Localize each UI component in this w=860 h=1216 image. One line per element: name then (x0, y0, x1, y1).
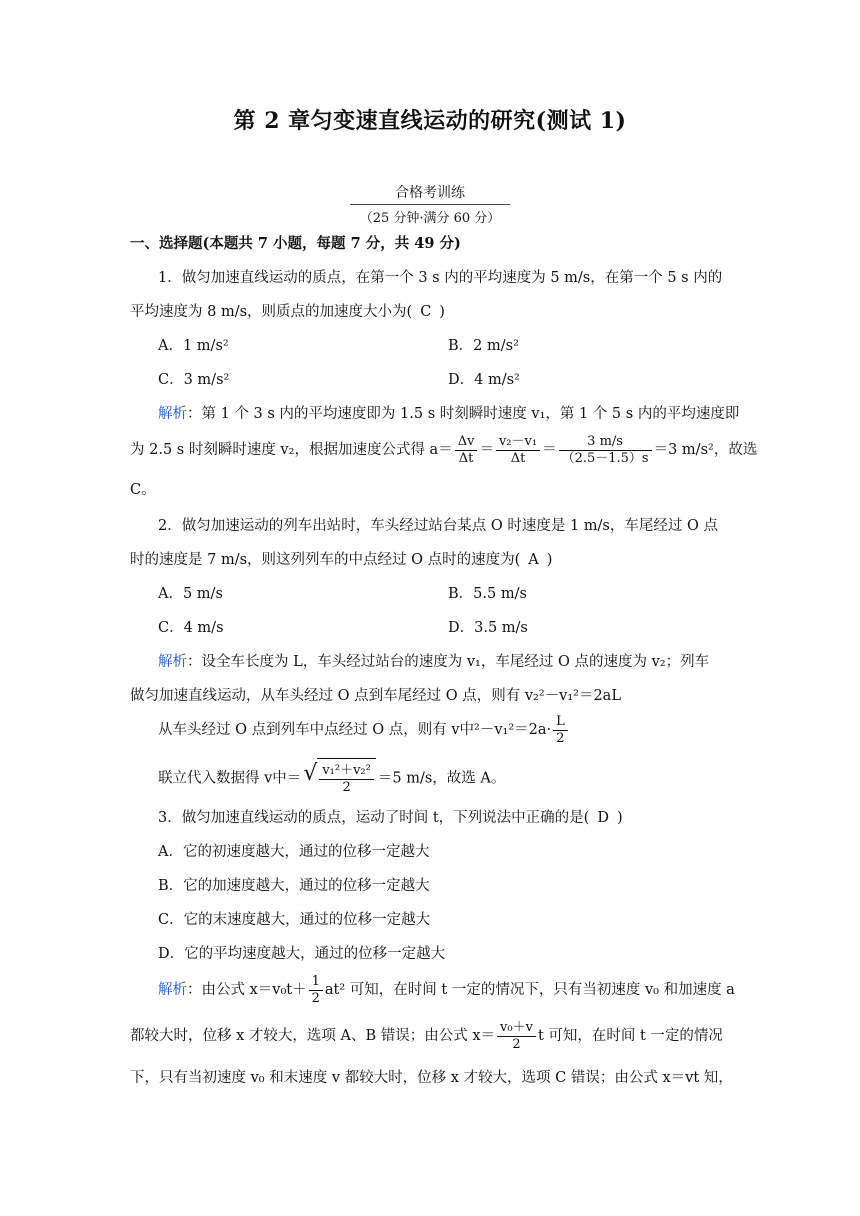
q3-analysis-line3: 下，只有当初速度 v₀ 和末速度 v 都较大时，位移 x 才较大，选项 C 错误；由公式 x＝vt 知， (130, 1070, 733, 1086)
q3-analysis-text2b: t 可知，在时间 t 一定的情况 (537, 1028, 723, 1044)
q3-close-paren: ) (616, 810, 623, 826)
q1-option-c: C．3 m/s² (158, 372, 230, 388)
part-heading: 一、选择题(本题共 7 小题，每题 7 分，共 49 分) (130, 235, 461, 252)
q2-stem-line2 (130, 550, 730, 570)
q3-frac-half: $\frac{1}{2}$ (309, 974, 323, 1007)
q2-frac-l-over-2: $\frac{L}{2}$ (553, 714, 568, 747)
q1-answer: C (420, 304, 432, 320)
q3-analysis-line1 (158, 972, 758, 1008)
q2-analysis-text3: 从车头经过 O 点到列车中点经过 O 点，则有 v中²－v₁²＝2a· (158, 722, 552, 738)
q2-option-a: A．5 m/s (158, 586, 223, 602)
q3-stem-text: 3．做匀加速直线运动的质点，运动了时间 t，下列说法中正确的是( (158, 810, 590, 826)
q1-option-a: A．1 m/s² (158, 338, 229, 354)
q1-analysis-text1: ：第 1 个 3 s 内的平均速度即为 1.5 s 时刻瞬时速度 v₁，第 1 个 5 s 内的平均速度即 (187, 406, 740, 422)
q3-option-c: C．它的末速度越大，通过的位移一定越大 (158, 912, 431, 928)
sqrt-symbol: √ $\frac{\text{v₁²＋v₂²}}{2}$ (303, 758, 376, 799)
q2-option-d: D．3.5 m/s (448, 620, 528, 636)
q1-frac-v2-v1: $\frac{\text{v₂－v₁}}{\Delta t}$ (496, 434, 540, 467)
q2-analysis-text4a: 联立代入数据得 v中＝ (158, 770, 302, 787)
q1-option-b: B．2 m/s² (448, 338, 519, 354)
section-subtitle: （25 分钟·满分 60 分） (359, 211, 501, 226)
q2-analysis-text1: ：设全车长度为 L，车头经过站台的速度为 v₁，车尾经过 O 点的速度为 v₂；列车 (187, 654, 710, 670)
q3-analysis-text1a: ：由公式 x＝v₀t＋ (187, 982, 307, 998)
q1-analysis-text2a: 为 2.5 s 时刻瞬时速度 v₂，根据加速度公式得 a＝ (130, 442, 453, 458)
q1-close-paren: ) (439, 304, 445, 320)
q2-analysis-line3 (158, 712, 758, 748)
q2-option-b: B．5.5 m/s (448, 586, 527, 602)
equals-sign: ＝ (542, 442, 557, 458)
q3-option-d: D．它的平均速度越大，通过的位移一定越大 (158, 946, 446, 962)
q1-stem-line2 (130, 302, 730, 322)
q3-analysis-text1b: at² 可知，在时间 t 一定的情况下，只有当初速度 v₀ 和加速度 a (324, 982, 735, 998)
q3-analysis-text2a: 都较大时，位移 x 才较大，选项 A、B 错误；由公式 x＝ (130, 1028, 496, 1044)
q2-analysis-line4 (158, 758, 758, 799)
q3-stem-line1 (158, 808, 758, 828)
q1-option-d: D．4 m/s² (448, 372, 520, 388)
equals-sign: ＝ (479, 442, 494, 458)
q1-analysis-line2 (130, 432, 758, 468)
q2-analysis-line2: 做匀加速直线运动，从车头经过 O 点到车尾经过 O 点，则有 v₂²－v₁²＝2aL (130, 688, 621, 704)
q3-answer: D (597, 810, 609, 826)
q2-stem-line1: 2．做匀加速运动的列车出站时，车头经过站台某点 O 时速度是 1 m/s，车尾经过 O 点 (158, 518, 718, 534)
q1-analysis-line1 (158, 404, 758, 424)
q2-answer: A (528, 552, 539, 568)
analysis-label: 解析 (158, 654, 187, 670)
section-header (330, 182, 530, 226)
section-rule (350, 204, 510, 205)
q1-stem-line1: 1．做匀加速直线运动的质点，在第一个 3 s 内的平均速度为 5 m/s，在第一个 5 s 内的 (158, 270, 723, 286)
q1-frac-dv-dt: $\frac{\Delta v}{\Delta t}$ (455, 434, 478, 467)
q1-frac-value: $\frac{3 m/s}{(2.5-1.5)s}$ (559, 434, 652, 467)
q2-stem-text: 时的速度是 7 m/s，则这列列车的中点经过 O 点时的速度为( (130, 552, 521, 568)
analysis-label: 解析 (158, 982, 187, 998)
section-heading: 合格考训练 (395, 185, 465, 201)
q1-stem-text: 平均速度为 8 m/s，则质点的加速度大小为( (130, 304, 413, 320)
q1-analysis-line3: C。 (130, 482, 156, 498)
q2-frac-sqrt: $\frac{\text{v₁²＋v₂²}}{2}$ (319, 763, 374, 796)
q1-analysis-text2b: ＝3 m/s²，故选 (653, 442, 758, 458)
q2-option-c: C．4 m/s (158, 620, 224, 636)
page-title: 第 2 章匀变速直线运动的研究(测试 1) (233, 108, 627, 134)
q3-option-a: A．它的初速度越大，通过的位移一定越大 (158, 844, 430, 860)
q3-option-b: B．它的加速度越大，通过的位移一定越大 (158, 878, 430, 894)
q2-close-paren: ) (546, 552, 553, 568)
q3-frac-avg-v: $\frac{\text{v₀＋v}}{2}$ (497, 1020, 536, 1053)
q2-analysis-text4b: ＝5 m/s，故选 A。 (377, 770, 506, 787)
q3-analysis-line2 (130, 1018, 730, 1054)
analysis-label: 解析 (158, 406, 187, 422)
q2-analysis-line1 (158, 652, 758, 672)
